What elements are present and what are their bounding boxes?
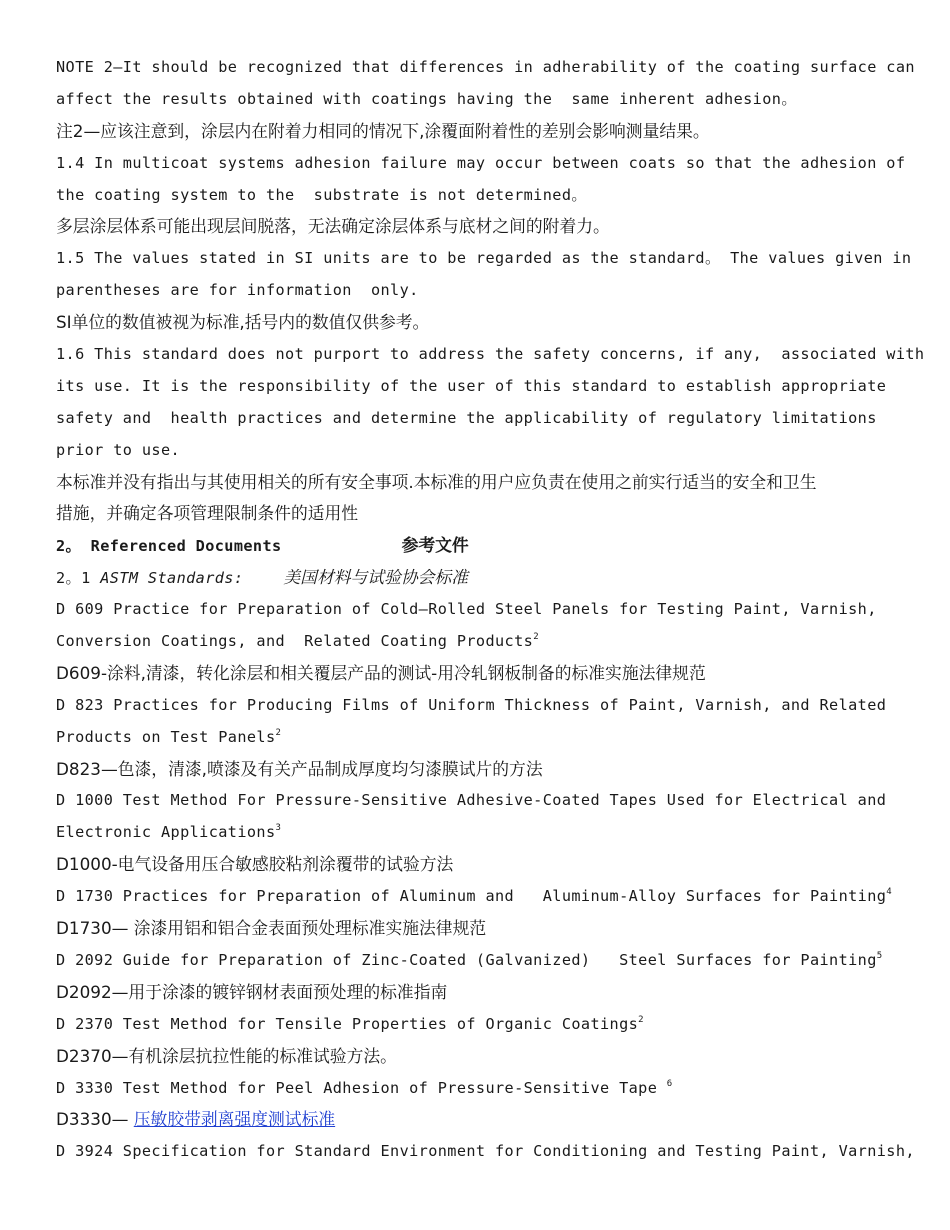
note2-zh: 注2—应该注意到，涂层内在附着力相同的情况下,涂覆面附着性的差别会影响测量结果。: [56, 120, 710, 141]
ref-d823-line2-text: Products on Test Panels: [56, 727, 276, 746]
ref-d1000-zh: D1000-电气设备用压合敏感胶粘剂涂覆带的试验方法: [56, 854, 454, 875]
s1-6-en-line2: its use. It is the responsibility of the user of this standard to establish appropriate: [56, 376, 887, 395]
ref-d1000-footnote: 3: [275, 823, 282, 834]
subsection-number: 2。1: [56, 569, 101, 588]
document-page: [56, 52, 925, 1168]
s1-5-en-line2: parentheses are for information only.: [56, 281, 419, 300]
s1-4-en-line1: 1.4 In multicoat systems adhesion failure may occur between coats so that the adhesion of: [56, 153, 906, 172]
ref-d609-footnote: 2: [533, 632, 540, 643]
ref-d609-line2: [56, 626, 916, 658]
s1-4-zh: 多层涂层体系可能出现层间脱落，无法确定涂层体系与底材之间的附着力。: [56, 216, 610, 237]
ref-d609-line1: D 609 Practice for Preparation of Cold—Rolled Steel Panels for Testing Paint, Varnish,: [56, 600, 877, 619]
note2-en-line1: NOTE 2—It should be recognized that differences in adherability of the coating surface can: [56, 58, 915, 76]
ref-d609-zh: D609-涂料,清漆，转化涂层和相关覆层产品的测试-用冷轧钢板制备的标准实施法律规范: [56, 662, 706, 683]
ref-d2370-line1: [56, 1009, 916, 1041]
ref-d2370-footnote: 2: [638, 1014, 644, 1025]
ref-d1730-line1: [56, 881, 916, 913]
s1-6-en-line3: safety and health practices and determine the applicability of regulatory limitations: [56, 408, 877, 427]
note2-en-line2: affect the results obtained with coatings having the same inherent adhesion。: [56, 89, 797, 108]
s1-6-zh-line2: 措施，并确定各项管理限制条件的适用性: [56, 503, 359, 524]
ref-d1000-line1: D 1000 Test Method For Pressure-Sensitive Adhesive-Coated Tapes Used for Electrical and: [56, 791, 887, 810]
ref-d823-line2: [56, 722, 916, 754]
ref-d823-footnote: 2: [275, 727, 282, 738]
ref-d3330-zh: [56, 1104, 916, 1136]
ref-d1000-line2-text: Electronic Applications: [56, 823, 276, 842]
ref-d2370-zh: D2370—有机涂层抗拉性能的标准试验方法。: [56, 1045, 397, 1066]
ref-d1730-footnote: 4: [886, 887, 893, 898]
ref-d2092-text: D 2092 Guide for Preparation of Zinc-Coated (Galvanized) Steel Surfaces for Painting: [56, 950, 877, 969]
ref-d1000-line2: [56, 817, 916, 849]
astm-standards-label: ASTM Standards:: [100, 569, 244, 588]
ref-d2092-line1: [56, 945, 916, 977]
ref-d3924-line1: D 3924 Specification for Standard Environment for Conditioning and Testing Paint, Varnish,: [56, 1142, 915, 1161]
ref-d3330-footnote: 6: [666, 1078, 673, 1089]
section2-heading-en: 2。 Referenced Documents: [56, 537, 282, 556]
ref-d3330-line1: [56, 1073, 916, 1105]
ref-d1730-text: D 1730 Practices for Preparation of Aluminum and Aluminum-Alloy Surfaces for Painting: [56, 887, 887, 906]
subsection-2-1: [56, 562, 916, 594]
s1-5-zh: SI单位的数值被视为标准,括号内的数值仅供参考。: [56, 312, 430, 333]
ref-d2370-text: D 2370 Test Method for Tensile Properties of Organic Coatings: [56, 1014, 639, 1033]
s1-4-en-line2: the coating system to the substrate is not determined。: [56, 185, 587, 204]
astm-standards-zh: 美国材料与试验协会标准: [283, 567, 468, 588]
ref-d2092-zh: D2092—用于涂漆的镀锌钢材表面预处理的标准指南: [56, 981, 448, 1002]
s1-6-zh-line1: 本标准并没有指出与其使用相关的所有安全事项.本标准的用户应负责在使用之前实行适当的安全和卫生: [56, 471, 817, 492]
ref-d823-line1: D 823 Practices for Producing Films of Uniform Thickness of Paint, Varnish, and Related: [56, 695, 887, 714]
ref-d2092-footnote: 5: [876, 950, 883, 961]
ref-d609-line2-text: Conversion Coatings, and Related Coating Products: [56, 632, 534, 651]
ref-d3330-zh-link[interactable]: 压敏胶带剥离强度测试标准: [133, 1109, 336, 1130]
section2-heading-zh: 参考文件: [401, 535, 469, 556]
ref-d3330-text: D 3330 Test Method for Peel Adhesion of Pressure-Sensitive Tape: [56, 1078, 667, 1097]
ref-d1730-zh: D1730— 涂漆用铝和铝合金表面预处理标准实施法律规范: [56, 918, 487, 939]
ref-d823-zh: D823—色漆，清漆,喷漆及有关产品制成厚度均匀漆膜试片的方法: [56, 758, 543, 779]
s1-6-en-line1: 1.6 This standard does not purport to address the safety concerns, if any, associated with: [56, 345, 925, 364]
section2-heading: [56, 530, 916, 562]
ref-d3330-zh-prefix: D3330—: [56, 1109, 134, 1130]
s1-6-en-line4: prior to use.: [56, 440, 181, 459]
s1-5-en-line1: 1.5 The values stated in SI units are to be regarded as the standard。 The values given in: [56, 249, 912, 268]
